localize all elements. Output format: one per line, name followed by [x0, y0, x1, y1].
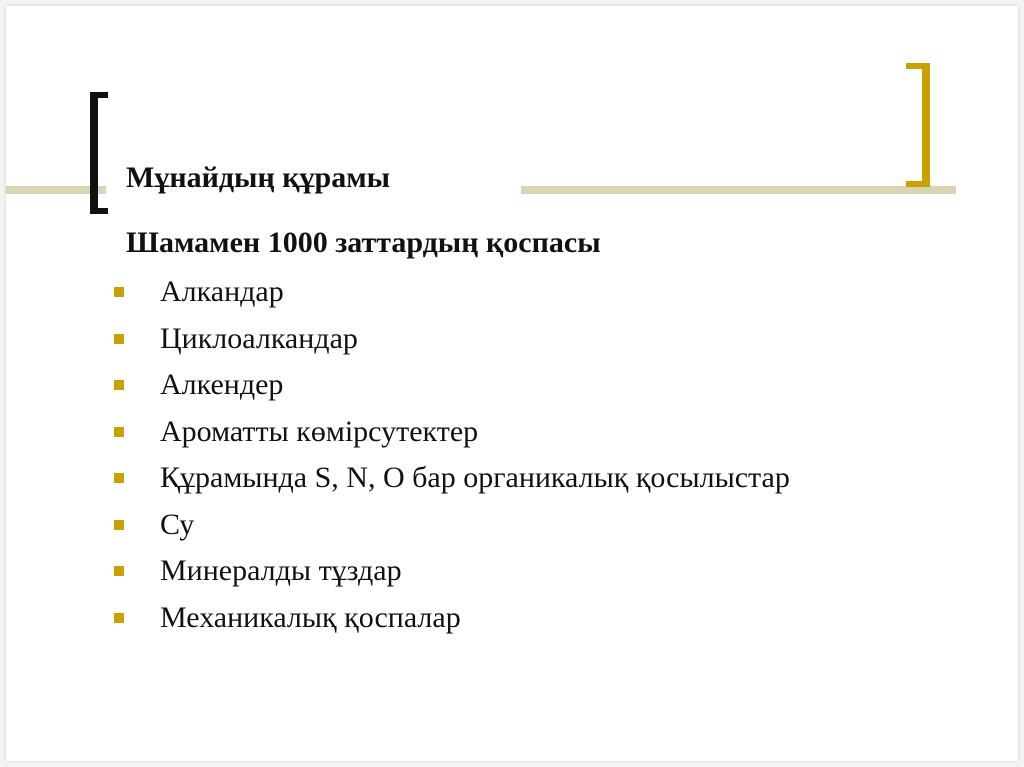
list-item-text: Механикалық қоспалар	[160, 600, 461, 634]
list-item	[114, 269, 790, 316]
list-item	[114, 409, 790, 456]
bullet-icon	[114, 287, 124, 297]
slide-title: Мұнайдың құрамы	[126, 161, 391, 194]
list-item	[114, 316, 790, 363]
list-item-text: Алкандар	[160, 275, 284, 309]
left-bracket-decoration	[90, 92, 108, 214]
right-bracket-decoration	[906, 63, 930, 187]
bullet-list	[114, 269, 790, 641]
slide-subtitle: Шамамен 1000 заттардың қоспасы	[126, 226, 601, 259]
list-item-text: Ароматты көмірсутектер	[160, 414, 479, 448]
bullet-icon	[114, 334, 124, 344]
bullet-icon	[114, 613, 124, 623]
list-item-text: Су	[160, 507, 195, 541]
list-item	[114, 595, 790, 642]
list-item-text: Алкендер	[160, 368, 284, 402]
decorative-bar-right	[521, 186, 956, 194]
bullet-icon	[114, 566, 124, 576]
list-item	[114, 502, 790, 549]
list-item	[114, 362, 790, 409]
bullet-icon	[114, 520, 124, 530]
list-item-text: Циклоалкандар	[160, 321, 358, 355]
bullet-icon	[114, 427, 124, 437]
bullet-icon	[114, 380, 124, 390]
slide	[6, 6, 1018, 761]
list-item	[114, 455, 790, 502]
list-item	[114, 548, 790, 595]
list-item-text: Минералды тұздар	[160, 554, 402, 588]
bullet-icon	[114, 473, 124, 483]
list-item-text: Құрамында S, N, O бар органикалық қосылыстар	[160, 461, 790, 495]
